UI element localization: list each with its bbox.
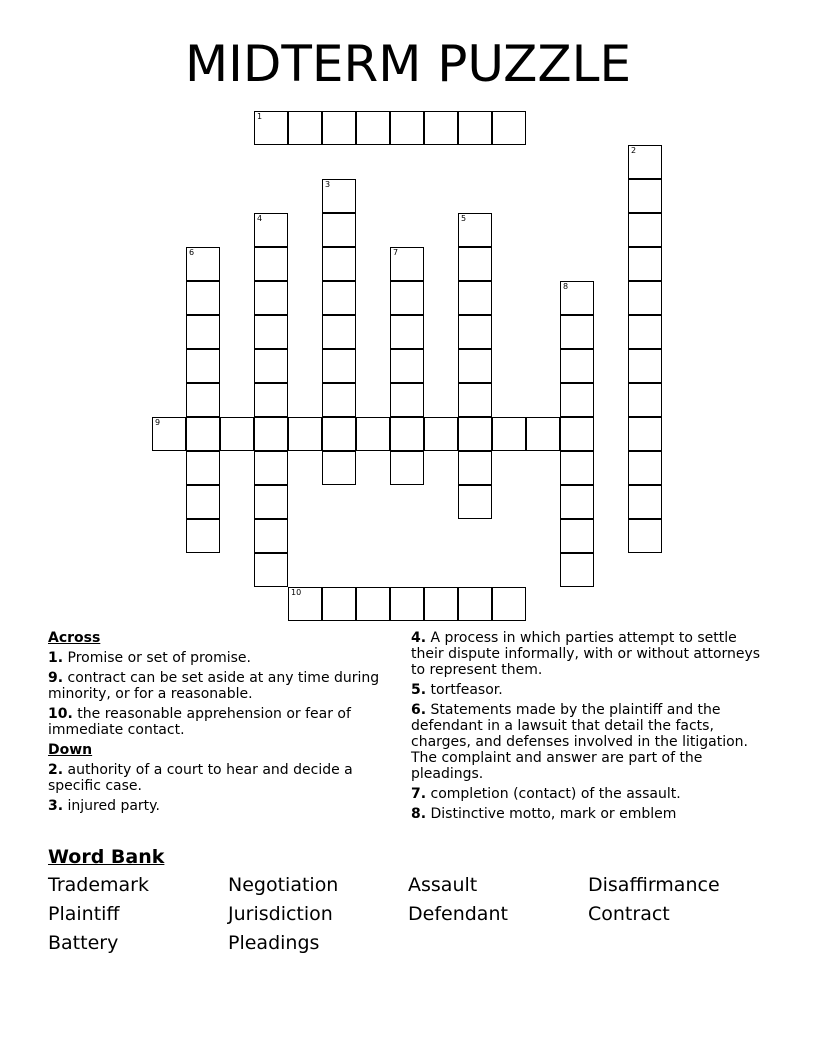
grid-cell[interactable] bbox=[628, 519, 662, 553]
grid-cell[interactable] bbox=[560, 553, 594, 587]
grid-cell[interactable] bbox=[390, 383, 424, 417]
clue-down-2 bbox=[48, 762, 388, 794]
clue-across-1 bbox=[48, 650, 388, 666]
down-heading: Down bbox=[48, 742, 93, 758]
word-bank-item: Disaffirmance bbox=[588, 874, 720, 896]
grid-cell[interactable] bbox=[560, 485, 594, 519]
grid-cell[interactable] bbox=[254, 213, 288, 247]
grid-cell[interactable] bbox=[458, 213, 492, 247]
clue-number: 8. bbox=[411, 806, 427, 822]
clue-down-5 bbox=[411, 682, 771, 698]
grid-cell[interactable] bbox=[560, 315, 594, 349]
clue-text: Promise or set of promise. bbox=[67, 650, 251, 666]
grid-cell[interactable] bbox=[322, 451, 356, 485]
grid-cell[interactable] bbox=[492, 417, 526, 451]
grid-cell[interactable] bbox=[458, 383, 492, 417]
grid-cell[interactable] bbox=[322, 247, 356, 281]
grid-cell[interactable] bbox=[628, 213, 662, 247]
grid-cell[interactable] bbox=[322, 111, 356, 145]
grid-cell[interactable] bbox=[424, 587, 458, 621]
grid-cell[interactable] bbox=[390, 315, 424, 349]
clue-down-3 bbox=[48, 798, 388, 814]
cell-number: 7 bbox=[393, 248, 399, 257]
grid-cell[interactable] bbox=[424, 417, 458, 451]
grid-cell[interactable] bbox=[322, 179, 356, 213]
grid-cell[interactable] bbox=[390, 281, 424, 315]
grid-cell[interactable] bbox=[628, 349, 662, 383]
grid-cell[interactable] bbox=[458, 281, 492, 315]
grid-cell[interactable] bbox=[186, 383, 220, 417]
grid-cell[interactable] bbox=[628, 485, 662, 519]
grid-cell[interactable] bbox=[186, 349, 220, 383]
grid-cell[interactable] bbox=[186, 247, 220, 281]
grid-cell[interactable] bbox=[390, 417, 424, 451]
grid-cell[interactable] bbox=[288, 111, 322, 145]
grid-cell[interactable] bbox=[458, 587, 492, 621]
grid-cell[interactable] bbox=[152, 417, 186, 451]
grid-cell[interactable] bbox=[560, 417, 594, 451]
clues-left-column bbox=[48, 630, 388, 818]
grid-cell[interactable] bbox=[220, 417, 254, 451]
clue-number: 9. bbox=[48, 670, 64, 686]
grid-cell[interactable] bbox=[458, 349, 492, 383]
word-bank-item: Contract bbox=[588, 903, 670, 925]
word-bank-item: Defendant bbox=[408, 903, 508, 925]
cell-number: 1 bbox=[257, 112, 263, 121]
grid-cell[interactable] bbox=[628, 383, 662, 417]
grid-cell[interactable] bbox=[288, 587, 322, 621]
word-bank-item: Trademark bbox=[48, 874, 149, 896]
grid-cell[interactable] bbox=[492, 587, 526, 621]
clue-text: injured party. bbox=[67, 798, 160, 814]
clue-text: completion (contact) of the assault. bbox=[430, 786, 681, 802]
grid-cell[interactable] bbox=[322, 281, 356, 315]
grid-cell[interactable] bbox=[390, 111, 424, 145]
grid-cell[interactable] bbox=[560, 519, 594, 553]
grid-cell[interactable] bbox=[492, 111, 526, 145]
grid-cell[interactable] bbox=[254, 281, 288, 315]
grid-cell[interactable] bbox=[458, 247, 492, 281]
grid-cell[interactable] bbox=[458, 485, 492, 519]
grid-cell[interactable] bbox=[186, 417, 220, 451]
clue-text: tortfeasor. bbox=[430, 682, 503, 698]
clue-number: 1. bbox=[48, 650, 64, 666]
grid-cell[interactable] bbox=[560, 383, 594, 417]
word-bank-item: Pleadings bbox=[228, 932, 320, 954]
clue-number: 7. bbox=[411, 786, 427, 802]
grid-cell[interactable] bbox=[288, 417, 322, 451]
grid-cell[interactable] bbox=[628, 417, 662, 451]
grid-cell[interactable] bbox=[186, 485, 220, 519]
clue-text: contract can be set aside at any time during minority, or for a reasonable. bbox=[48, 670, 380, 702]
clue-number: 5. bbox=[411, 682, 427, 698]
clue-text: Statements made by the plaintiff and the defendant in a lawsuit that detail the facts, charges, and defenses involved in the litigation. The complaint and answer are part of the pleadings. bbox=[411, 702, 748, 782]
grid-cell[interactable] bbox=[322, 383, 356, 417]
grid-cell[interactable] bbox=[424, 111, 458, 145]
grid-cell[interactable] bbox=[254, 417, 288, 451]
grid-cell[interactable] bbox=[628, 451, 662, 485]
cell-number: 8 bbox=[563, 282, 569, 291]
grid-cell[interactable] bbox=[560, 349, 594, 383]
clue-number: 4. bbox=[411, 630, 427, 646]
grid-cell[interactable] bbox=[186, 519, 220, 553]
grid-cell[interactable] bbox=[560, 451, 594, 485]
grid-cell[interactable] bbox=[322, 213, 356, 247]
clue-number: 3. bbox=[48, 798, 64, 814]
clue-down-8 bbox=[411, 806, 771, 822]
word-bank-item: Negotiation bbox=[228, 874, 339, 896]
clue-text: A process in which parties attempt to settle their dispute informally, with or without attorneys to represent them. bbox=[411, 630, 761, 678]
clue-across-9 bbox=[48, 670, 388, 702]
grid-cell[interactable] bbox=[628, 247, 662, 281]
grid-cell[interactable] bbox=[356, 417, 390, 451]
grid-cell[interactable] bbox=[390, 247, 424, 281]
cell-number: 5 bbox=[461, 214, 467, 223]
clues-right-column bbox=[411, 630, 771, 826]
grid-cell[interactable] bbox=[254, 485, 288, 519]
grid-cell[interactable] bbox=[254, 451, 288, 485]
grid-cell[interactable] bbox=[458, 451, 492, 485]
cell-number: 2 bbox=[631, 146, 637, 155]
grid-cell[interactable] bbox=[322, 587, 356, 621]
grid-cell[interactable] bbox=[186, 315, 220, 349]
grid-cell[interactable] bbox=[390, 587, 424, 621]
word-bank-item: Assault bbox=[408, 874, 478, 896]
grid-cell[interactable] bbox=[390, 349, 424, 383]
grid-cell[interactable] bbox=[254, 111, 288, 145]
grid-cell[interactable] bbox=[356, 111, 390, 145]
clue-text: Distinctive motto, mark or emblem bbox=[430, 806, 677, 822]
grid-cell[interactable] bbox=[628, 315, 662, 349]
grid-cell[interactable] bbox=[458, 111, 492, 145]
grid-cell[interactable] bbox=[254, 553, 288, 587]
clue-down-4 bbox=[411, 630, 771, 678]
clue-down-6 bbox=[411, 702, 771, 782]
clue-text: the reasonable apprehension or fear of immediate contact. bbox=[48, 706, 351, 738]
cell-number: 10 bbox=[291, 588, 302, 597]
grid-cell[interactable] bbox=[186, 451, 220, 485]
across-heading: Across bbox=[48, 630, 101, 646]
word-bank-item: Battery bbox=[48, 932, 119, 954]
cell-number: 6 bbox=[189, 248, 195, 257]
grid-cell[interactable] bbox=[458, 315, 492, 349]
word-bank bbox=[48, 873, 768, 955]
clue-number: 6. bbox=[411, 702, 427, 718]
grid-cell[interactable] bbox=[560, 281, 594, 315]
word-bank-item: Plaintiff bbox=[48, 903, 120, 925]
grid-cell[interactable] bbox=[254, 519, 288, 553]
grid-cell[interactable] bbox=[322, 417, 356, 451]
grid-cell[interactable] bbox=[628, 145, 662, 179]
grid-cell[interactable] bbox=[356, 587, 390, 621]
word-bank-title: Word Bank bbox=[48, 846, 165, 868]
grid-cell[interactable] bbox=[254, 315, 288, 349]
cell-number: 9 bbox=[155, 418, 161, 427]
grid-cell[interactable] bbox=[254, 247, 288, 281]
grid-cell[interactable] bbox=[186, 281, 220, 315]
page-title: MIDTERM PUZZLE bbox=[184, 35, 632, 93]
grid-cell[interactable] bbox=[526, 417, 560, 451]
clue-number: 2. bbox=[48, 762, 64, 778]
word-bank-item: Jurisdiction bbox=[228, 903, 333, 925]
grid-cell[interactable] bbox=[628, 179, 662, 213]
cell-number: 3 bbox=[325, 180, 331, 189]
grid-cell[interactable] bbox=[254, 349, 288, 383]
clue-across-10 bbox=[48, 706, 388, 738]
grid-cell[interactable] bbox=[458, 417, 492, 451]
grid-cell[interactable] bbox=[322, 349, 356, 383]
grid-cell[interactable] bbox=[628, 281, 662, 315]
clue-number: 10. bbox=[48, 706, 73, 722]
grid-cell[interactable] bbox=[254, 383, 288, 417]
grid-cell[interactable] bbox=[322, 315, 356, 349]
cell-number: 4 bbox=[257, 214, 263, 223]
grid-cell[interactable] bbox=[390, 451, 424, 485]
clue-down-7 bbox=[411, 786, 771, 802]
clue-text: authority of a court to hear and decide a specific case. bbox=[48, 762, 353, 794]
